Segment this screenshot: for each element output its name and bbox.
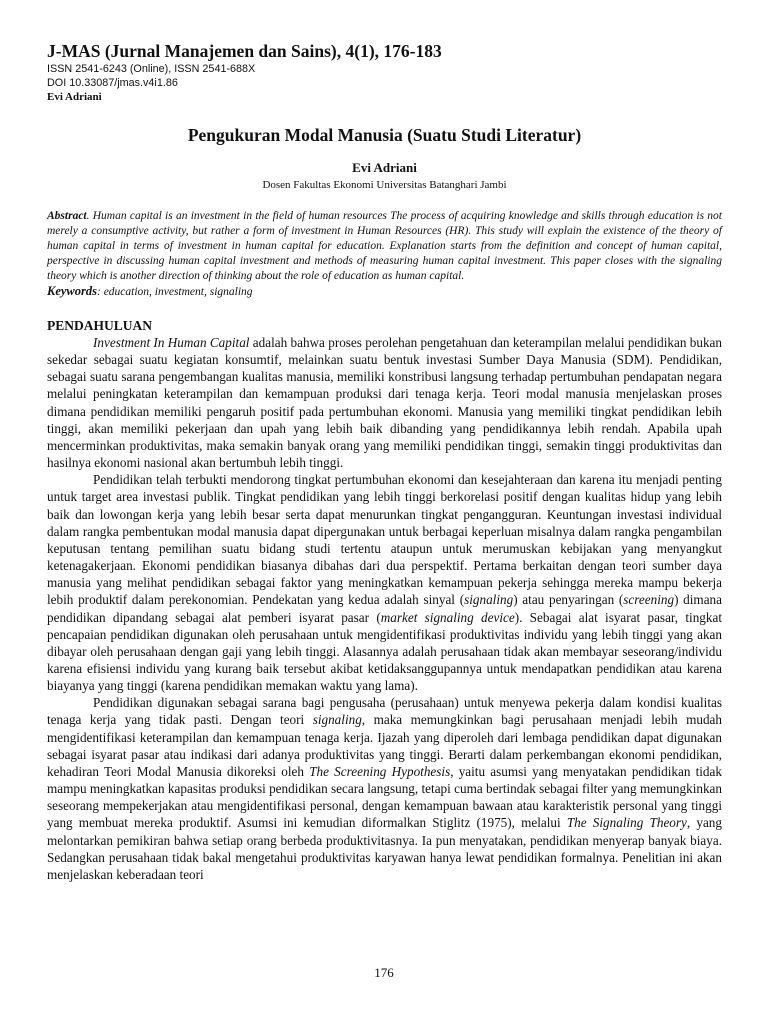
journal-citation: J-MAS (Jurnal Manajemen dan Sains), 4(1), 176-183: [47, 41, 442, 61]
italic-term: signaling: [464, 592, 514, 608]
italic-term: Investment In Human Capital: [93, 335, 250, 350]
abstract: [47, 209, 722, 284]
issn-line: ISSN 2541-6243 (Online), ISSN 2541-688X: [47, 63, 256, 75]
abstract-label: Abstract: [47, 210, 87, 222]
body-text: [47, 334, 722, 883]
paragraph: Pendidikan telah terbukti mendorong tingkat pertumbuhan ekonomi dan kesejahteraan dan karena itu menjadi penting untuk target area investasi publik. Tingkat pendidikan yang lebih tinggi berkorelasi positif dengan kualitas hidup yang lebih baik dan lowongan kerja yang lebih besar serta dapat menurunkan tingkat pengangguran. Keuntungan investasi individual dalam rangka pembentukan modal manusia dapat dipergunakan untuk berbagai keperluan misalnya dalam rangka pengambilan keputusan tentang pemilihan suatu bidang studi tertentu ataupun untuk merumuskan kebijakan yang menyangkut ketenagakerjaan. Ekonomi pendidikan biasanya dibahas dari dua perspektif. Pertama berkaitan dengan teori sumber daya manusia yang melihat pendidikan sebagai faktor yang meningkatkan kemampuan pekerja sehingga mereka mampu bekerja lebih produktif dalam perekonomian. Pendekatan yang kedua adalah sinyal (signaling) atau penyaringan (screening) dimana pendidikan dipandang sebagai alat pemberi isyarat pasar (market signaling device). Sebagai alat isyarat pasar, tingkat pencapaian pendidikan digunakan oleh perusahaan untuk mengidentifikasi produktivitas individu yang lebih tinggi yang akan dibayar oleh perusahaan dengan gaji yang lebih tinggi. Alasannya adalah perusahaan tidak akan membayar seseorang/individu karena efisiensi individu yang kurang baik tersebut akibat ketidaksanggupannya untuk mendapatkan pendidikan atau karena biayanya yang tinggi (karena pendidikan memakan waktu yang lama).: [47, 472, 722, 694]
italic-term: market signaling device: [380, 609, 515, 625]
paragraph: Investment In Human Capital adalah bahwa proses perolehan pengetahuan dan keterampilan melalui pendidikan bukan sekedar sebagai suatu kegiatan konsumtif, melainkan suatu bentuk investasi Sumber Daya Manusia (SDM). Pendidikan, sebagai suatu sarana pengembangan kualitas manusia, memiliki konstribusi langsung terhadap pertumbuhan pendapatan negara melalui peningkatan keterampilan dan kemampuan produksi dari tenaga kerja. Teori modal manusia menjelaskan proses dimana pendidikan memiliki pengaruh positif pada pertumbuhan ekonomi. Manusia yang memiliki tingkat pendidikan lebih tinggi, akan memiliki pekerjaan dan upah yang lebih baik dibanding yang pendidikannya lebih rendah. Apabila upah mencerminkan produktivitas, maka semakin banyak orang yang memiliki pendidikan tinggi, semakin tinggi produktivitas dan hasilnya ekonomi nasional akan bertumbuh lebih tinggi.: [47, 335, 722, 471]
keywords-text: : education, investment, signaling: [97, 286, 253, 298]
italic-term: The Screening Hypothesis: [309, 763, 451, 779]
author-name: Evi Adriani: [352, 160, 417, 175]
section-heading: PENDAHULUAN: [47, 318, 153, 333]
paper-title: Pengukuran Modal Manusia (Suatu Studi Literatur): [187, 125, 582, 145]
author-affiliation: Dosen Fakultas Ekonomi Universitas Batanghari Jambi: [262, 179, 507, 191]
keywords: [47, 284, 722, 300]
abstract-text: . Human capital is an investment in the field of human resources The process of acquiring knowledge and skills through education is not merely a consumptive activity, but rather a form of investment in Human Resources (HR). This study will explain the existence of the theory of human capital in terms of investment in human capital for education. Explanation starts from the definition and concept of human capital, perspective in discussing human capital investment and methods of measuring human capital investment. This paper closes with the signaling theory which is another direction of thinking about the role of education as human capital.: [47, 210, 722, 282]
doi-line: DOI 10.33087/jmas.v4i1.86: [47, 77, 178, 89]
page-number: 176: [374, 965, 394, 980]
keywords-label: Keywords: [47, 284, 97, 298]
running-author: Evi Adriani: [47, 91, 102, 103]
italic-term: screening: [623, 592, 675, 608]
italic-term: The Signaling Theory: [566, 815, 687, 831]
italic-term: signaling: [312, 712, 362, 728]
paragraph: Pendidikan digunakan sebagai sarana bagi pengusaha (perusahaan) untuk menyewa pekerja dalam kondisi kualitas tenaga kerja yang tidak pasti. Dengan teori signaling, maka memungkinkan bagi perusahaan menjadi lebih mudah mengidentifikasi keterampilan dan kemampuan tenaga kerja. Ijazah yang diperoleh dari lembaga pendidikan dapat digunakan sebagai isyarat pasar atau indikasi dari adanya produktivitas yang tinggi. Berarti dalam perkembangan ekonomi pendidikan, kehadiran Teori Modal Manusia dikoreksi oleh The Screening Hypothesis, yaitu asumsi yang menyatakan pendidikan tidak mampu meningkatkan kapasitas produksi pendidikan secara langsung, tetapi cuma bertindak sebagai filter yang memungkinkan seseorang mempekerjakan atau mengidentifikasi personal, dengan kemampuan bawaan atau karakteristik personal yang tinggi yang membuat mereka produktif. Asumsi ini kemudian diformalkan Stiglitz (1975), melalui The Signaling Theory, yang melontarkan pemikiran bahwa setiap orang berbeda produktivitasnya. Ia pun menyatakan, pendidikan menyerap banyak biaya. Sedangkan perusahaan tidak bakal mengetahui produktivitas karyawan hanya lewat pendidikan formalnya. Penelitian ini akan menjelaskan keberadaan teori: [47, 695, 722, 882]
paper-page: [47, 40, 722, 883]
